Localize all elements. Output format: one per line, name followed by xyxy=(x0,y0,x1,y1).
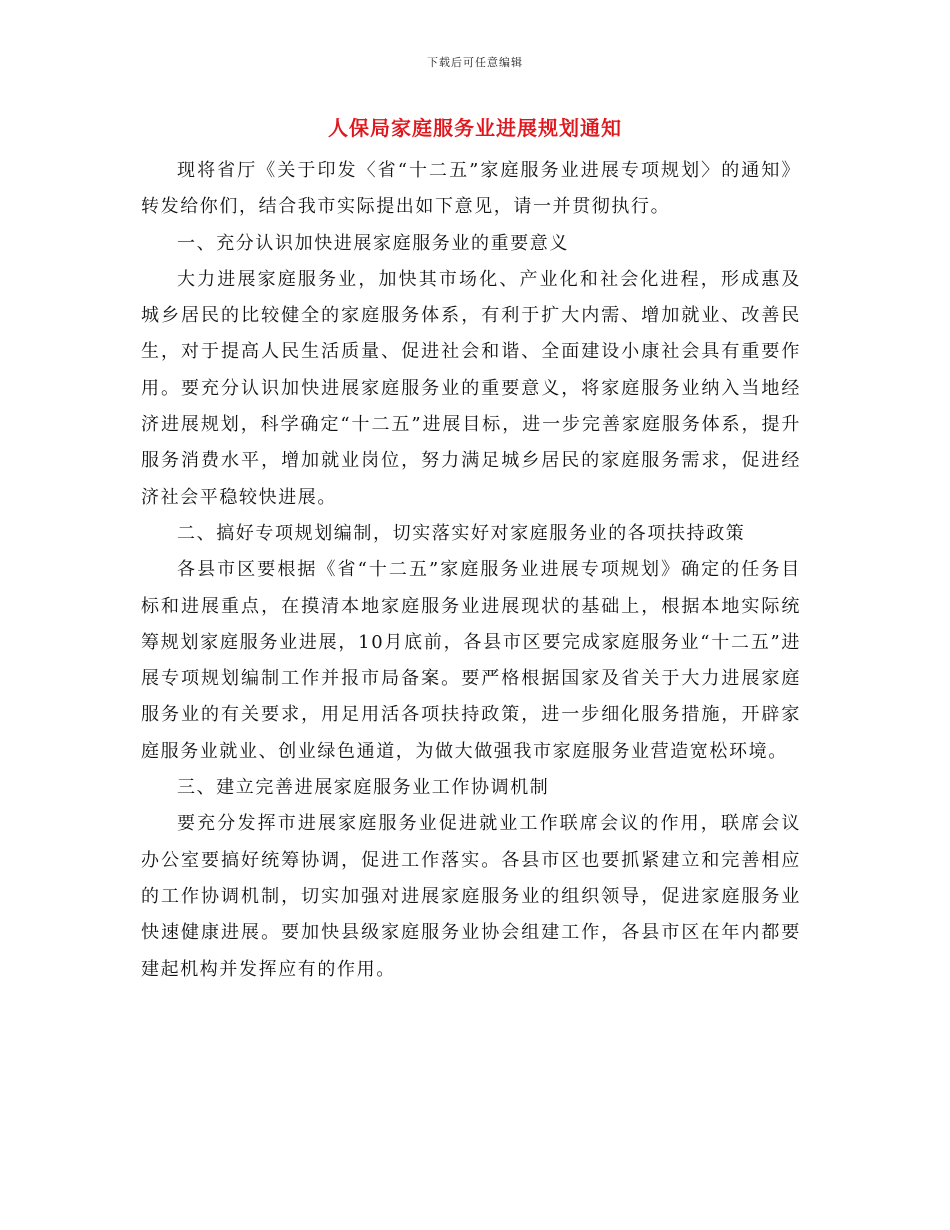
document-body xyxy=(141,153,801,988)
paragraph-section-2: 各县市区要根据《省“十二五”家庭服务业进展专项规划》确定的任务目标和进展重点，在摸清本地家庭服务业进展现状的基础上，根据本地实际统筹规划家庭服务业进展，10月底前，各县市区要完成家庭服务业“十二五”进展专项规划编制工作并报市局备案。要严格根据国家及省关于大力进展家庭服务业的有关要求，用足用活各项扶持政策，进一步细化服务措施，开辟家庭服务业就业、创业绿色通道，为做大做强我市家庭服务业营造宽松环境。 xyxy=(141,559,801,762)
document-title: 人保局家庭服务业进展规划通知 xyxy=(328,116,622,140)
paragraph-intro: 现将省厅《关于印发〈省“十二五”家庭服务业进展专项规划〉的通知》转发给你们，结合我市实际提出如下意见，请一并贯彻执行。 xyxy=(141,160,801,218)
paragraph-section-3: 要充分发挥市进展家庭服务业促进就业工作联席会议的作用，联席会议办公室要搞好统筹协调，促进工作落实。各县市区也要抓紧建立和完善相应的工作协调机制，切实加强对进展家庭服务业的组织领导，促进家庭服务业快速健康进展。要加快县级家庭服务业协会组建工作，各县市区在年内都要建起机构并发挥应有的作用。 xyxy=(141,813,801,980)
section-heading-2: 二、搞好专项规划编制，切实落实好对家庭服务业的各项扶持政策 xyxy=(177,522,746,544)
paragraph-section-1: 大力进展家庭服务业，加快其市场化、产业化和社会化进程，形成惠及城乡居民的比较健全的家庭服务体系，有利于扩大内需、增加就业、改善民生，对于提高人民生活质量、促进社会和谐、全面建设小康社会具有重要作用。要充分认识加快进展家庭服务业的重要意义，将家庭服务业纳入当地经济进展规划，科学确定“十二五”进展目标，进一步完善家庭服务体系，提升服务消费水平，增加就业岗位，努力满足城乡居民的家庭服务需求，促进经济社会平稳较快进展。 xyxy=(141,268,801,508)
section-heading-3: 三、建立完善进展家庭服务业工作协调机制 xyxy=(177,777,550,799)
header-note: 下载后可任意编辑 xyxy=(427,56,523,69)
section-heading-1: 一、充分认识加快进展家庭服务业的重要意义 xyxy=(177,232,569,254)
